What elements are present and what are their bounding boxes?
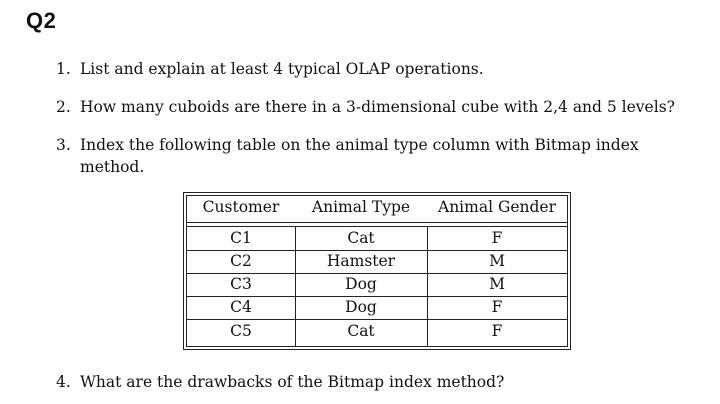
question-1 <box>56 58 484 80</box>
table-cell: Dog <box>345 275 377 293</box>
table-cell: F <box>491 298 503 316</box>
question-number: 3. <box>56 136 71 154</box>
header-customer: Customer <box>202 198 280 216</box>
question-4 <box>56 371 504 393</box>
question-text-continued: method. <box>80 158 145 176</box>
question-text: List and explain at least 4 typical OLAP operations. <box>80 60 484 78</box>
table-cell: C2 <box>230 252 252 270</box>
table-cell: C1 <box>230 229 252 247</box>
question-2 <box>56 96 675 118</box>
table-cell: F <box>491 229 503 247</box>
section-heading: Q2 <box>26 8 57 33</box>
table-cell: C5 <box>230 322 252 340</box>
question-text: Index the following table on the animal type column with Bitmap index <box>80 136 639 154</box>
table-cell: C4 <box>230 298 252 316</box>
question-text: How many cuboids are there in a 3-dimensional cube with 2,4 and 5 levels? <box>80 98 675 116</box>
question-text: What are the drawbacks of the Bitmap index method? <box>80 373 505 391</box>
table-cell: Dog <box>345 298 377 316</box>
table-cell: Cat <box>347 229 375 247</box>
table-cell: C3 <box>230 275 252 293</box>
question-number: 1. <box>56 60 71 78</box>
question-3 <box>56 134 639 178</box>
table-cell: Cat <box>347 322 375 340</box>
animal-table <box>183 192 571 350</box>
question-number: 2. <box>56 98 71 116</box>
table-cell: M <box>489 252 505 270</box>
question-number: 4. <box>56 373 71 391</box>
table-cell: Hamster <box>326 252 396 270</box>
header-animal-gender: Animal Gender <box>438 198 556 216</box>
header-animal-type: Animal Type <box>311 198 411 216</box>
table-cell: M <box>489 275 505 293</box>
table-cell: F <box>491 322 503 340</box>
